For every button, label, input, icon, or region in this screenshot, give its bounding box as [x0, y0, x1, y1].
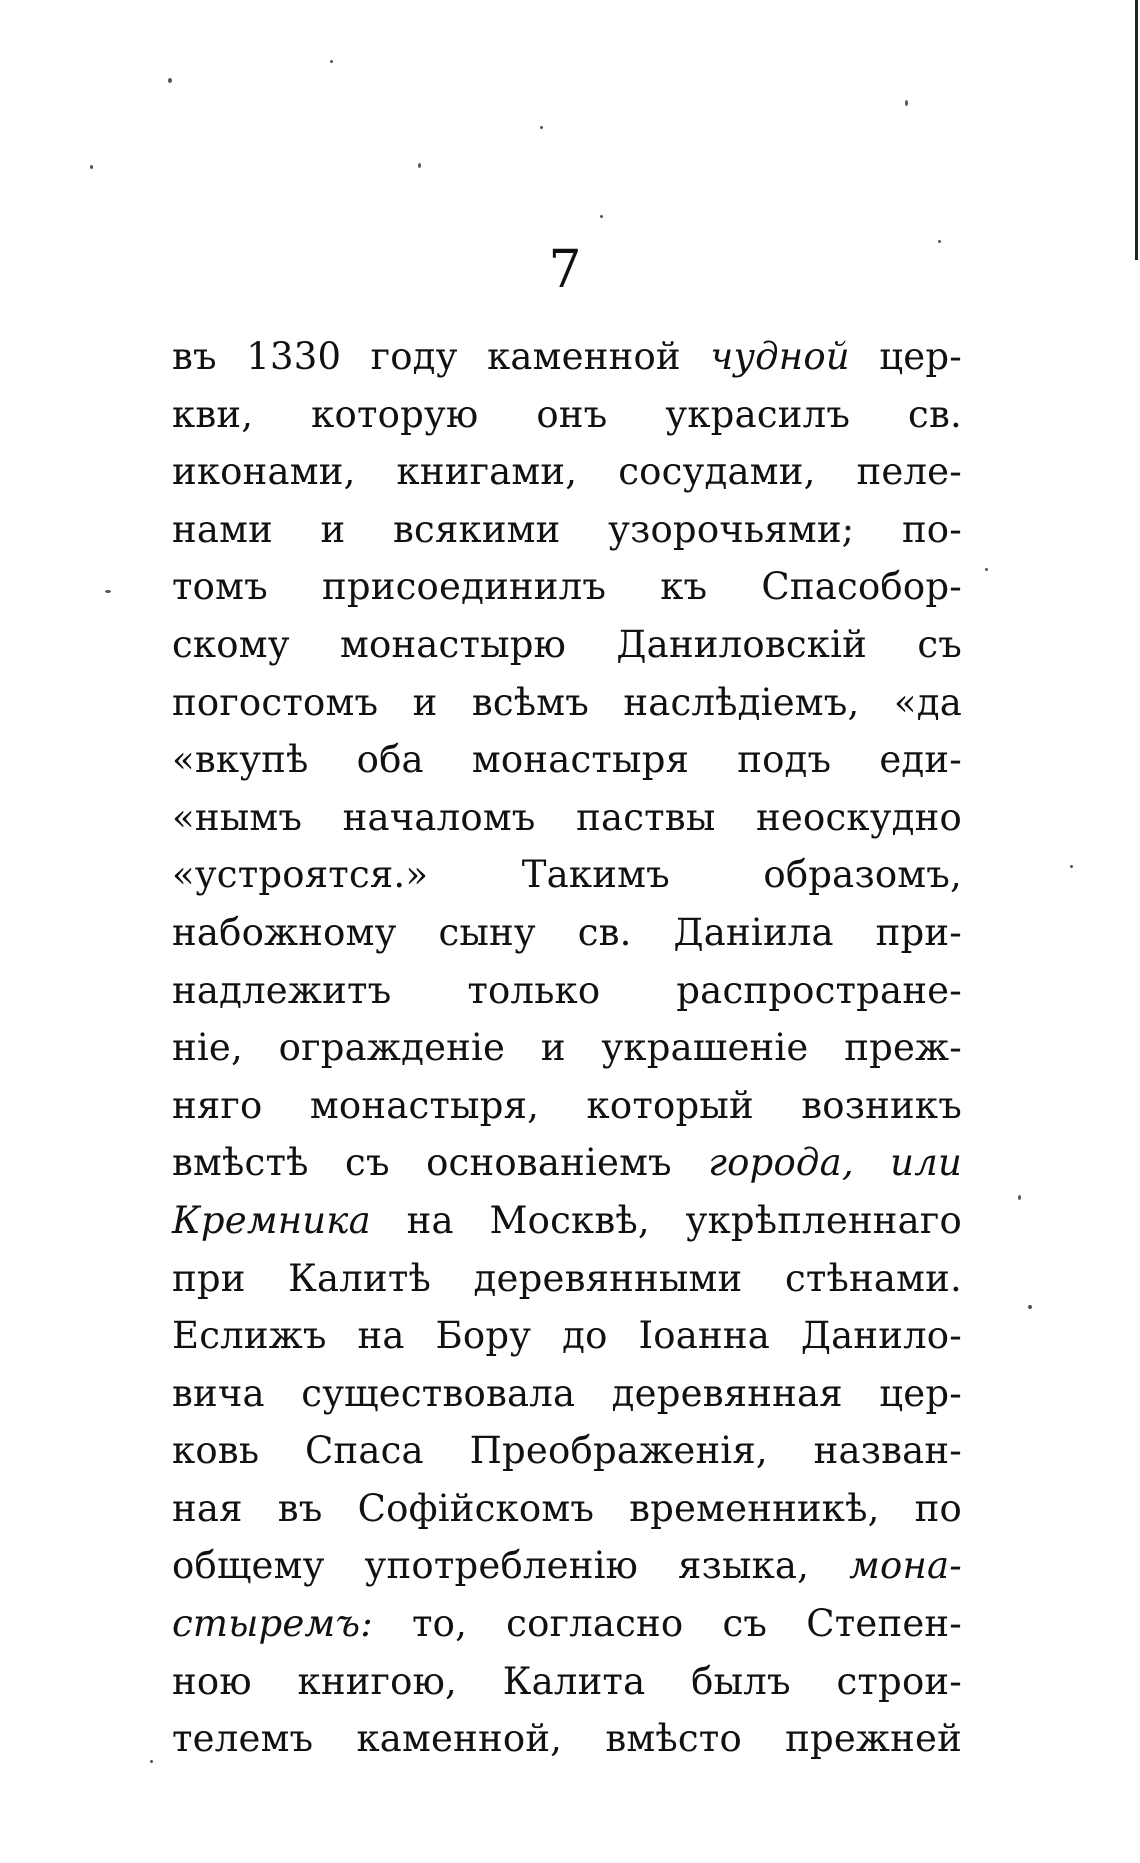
- word: согласно: [506, 1602, 684, 1646]
- word: св.: [577, 910, 632, 954]
- print-speck: [985, 568, 988, 571]
- word: распростране-: [676, 968, 962, 1012]
- word: книгою,: [297, 1659, 457, 1703]
- word: былъ: [691, 1659, 791, 1703]
- word: ною: [172, 1659, 252, 1703]
- word: деревянными: [473, 1256, 743, 1300]
- text-line: [172, 558, 962, 616]
- word: языка,: [678, 1544, 810, 1588]
- word: на: [357, 1314, 405, 1358]
- word: огражденіе: [278, 1026, 506, 1070]
- word: неоскудно: [756, 795, 962, 839]
- word: вича: [172, 1371, 265, 1415]
- print-speck: [1018, 1195, 1021, 1200]
- text-line: [172, 962, 962, 1020]
- italic-word: чудной: [710, 335, 850, 378]
- print-speck: [418, 163, 421, 168]
- word: образомъ,: [763, 853, 962, 897]
- text-line: [172, 789, 962, 847]
- word: общему: [172, 1544, 325, 1588]
- word: въ: [277, 1486, 323, 1530]
- text-line: [172, 731, 962, 789]
- word: прежней: [785, 1717, 962, 1761]
- text-line: [172, 1250, 962, 1308]
- word: каменной,: [356, 1717, 563, 1761]
- word: еди-: [879, 738, 962, 782]
- print-speck: [600, 215, 603, 218]
- word: цер-: [879, 335, 962, 378]
- word: присоединилъ: [321, 565, 607, 609]
- word: Преображенія,: [469, 1429, 768, 1473]
- print-speck: [150, 1760, 153, 1763]
- word: ная: [172, 1486, 243, 1530]
- print-speck: [1028, 1305, 1032, 1309]
- word: монастыря,: [309, 1083, 540, 1127]
- word: Софійскомъ: [357, 1486, 595, 1530]
- word: Такимъ: [521, 853, 670, 897]
- word: деревянная: [611, 1371, 843, 1415]
- word: употребленію: [364, 1544, 639, 1588]
- word: ніе,: [172, 1026, 243, 1070]
- italic-word: или: [890, 1141, 962, 1185]
- word: укрѣпленнаго: [685, 1198, 962, 1242]
- italic-word: мона-: [849, 1544, 962, 1588]
- word: 1330: [246, 335, 342, 378]
- word: Еслижъ: [172, 1314, 327, 1358]
- text-line: [172, 1134, 962, 1192]
- word: нами: [172, 507, 273, 551]
- word: вмѣсто: [605, 1717, 742, 1761]
- word: Спасобор-: [761, 565, 962, 609]
- text-line: [172, 501, 962, 559]
- word: иконами,: [172, 450, 356, 494]
- word: и: [540, 1026, 566, 1070]
- word: узорочьями;: [608, 507, 855, 551]
- word: оба: [356, 738, 424, 782]
- word: Москвѣ,: [489, 1198, 650, 1242]
- word: «устроятся.»: [172, 853, 429, 897]
- word: Спаса: [304, 1429, 424, 1473]
- word: и: [412, 680, 438, 724]
- word: по: [914, 1486, 962, 1530]
- word: который: [586, 1083, 754, 1127]
- word: до: [562, 1314, 608, 1358]
- word: на: [406, 1198, 454, 1242]
- text-line: [172, 1365, 962, 1423]
- word: къ: [660, 565, 708, 609]
- italic-word: стыремъ:: [172, 1602, 373, 1646]
- word: Калита: [502, 1659, 646, 1703]
- word: при: [172, 1256, 246, 1300]
- word: цер-: [879, 1371, 962, 1415]
- word: году: [370, 335, 458, 378]
- word: вмѣстѣ: [172, 1141, 309, 1185]
- word: которую: [311, 392, 479, 436]
- text-line: [172, 1480, 962, 1538]
- text-line: [172, 443, 962, 501]
- word: ковь: [172, 1429, 260, 1473]
- text-line: [172, 1422, 962, 1480]
- print-speck: [168, 78, 172, 83]
- word: Даніила: [673, 910, 834, 954]
- word: по-: [901, 507, 962, 551]
- text-line: [172, 328, 962, 386]
- text-line: [172, 1307, 962, 1365]
- word: преж-: [844, 1026, 962, 1070]
- word: набожному: [172, 910, 397, 954]
- text-line: [172, 1595, 962, 1653]
- word: Іоанна: [638, 1314, 770, 1358]
- word: назван-: [813, 1429, 962, 1473]
- word: св.: [908, 392, 962, 436]
- print-speck: [330, 60, 333, 63]
- word: подъ: [737, 738, 832, 782]
- text-line: [172, 1192, 962, 1250]
- word: то,: [412, 1602, 468, 1646]
- print-speck: [905, 100, 908, 106]
- word: Данило-: [800, 1314, 962, 1358]
- word: Бору: [435, 1314, 532, 1358]
- print-speck: [540, 126, 543, 129]
- word: съ: [345, 1141, 390, 1185]
- word: пеле-: [856, 450, 962, 494]
- word: паствы: [576, 795, 716, 839]
- word: украшеніе: [601, 1026, 809, 1070]
- text-line: [172, 1710, 962, 1768]
- word: основаніемъ: [426, 1141, 672, 1185]
- word: «вкупѣ: [172, 738, 309, 782]
- word: Калитѣ: [288, 1256, 431, 1300]
- text-line: [172, 1019, 962, 1077]
- word: съ: [917, 622, 962, 666]
- word: наслѣдіемъ,: [623, 680, 860, 724]
- italic-word: Кремника: [172, 1198, 371, 1242]
- word: томъ: [172, 565, 268, 609]
- word: монастыря: [471, 738, 690, 782]
- word: и: [320, 507, 346, 551]
- page-edge-line: [1135, 0, 1138, 260]
- word: сосудами,: [618, 450, 816, 494]
- page-number: 7: [548, 240, 582, 300]
- word: онъ: [536, 392, 608, 436]
- italic-word: города,: [708, 1141, 854, 1185]
- word: телемъ: [172, 1717, 314, 1761]
- text-line: [172, 386, 962, 444]
- word: началомъ: [342, 795, 536, 839]
- word: украсилъ: [665, 392, 851, 436]
- word: надлежитъ: [172, 968, 392, 1012]
- word: Степен-: [806, 1602, 962, 1646]
- word: монастырю: [339, 622, 567, 666]
- text-line: [172, 616, 962, 674]
- print-speck: [105, 590, 111, 593]
- text-line: [172, 1077, 962, 1135]
- word: каменной: [487, 335, 681, 378]
- text-line: [172, 846, 962, 904]
- word: временникѣ,: [629, 1486, 880, 1530]
- word: «да: [893, 680, 962, 724]
- print-speck: [90, 165, 93, 169]
- word: всякими: [393, 507, 561, 551]
- word: съ: [722, 1602, 768, 1646]
- text-line: [172, 904, 962, 962]
- word: погостомъ: [172, 680, 379, 724]
- word: стѣнами.: [784, 1256, 962, 1300]
- word: всѣмъ: [471, 680, 590, 724]
- word: «нымъ: [172, 795, 303, 839]
- word: существовала: [301, 1371, 576, 1415]
- body-text: [172, 328, 962, 1768]
- word: няго: [172, 1083, 263, 1127]
- text-line: [172, 674, 962, 732]
- word: въ: [172, 335, 217, 378]
- text-line: [172, 1653, 962, 1711]
- word: Даниловскій: [616, 622, 868, 666]
- word: книгами,: [396, 450, 578, 494]
- word: только: [467, 968, 601, 1012]
- word: скому: [172, 622, 290, 666]
- word: кви,: [172, 392, 254, 436]
- word: сыну: [438, 910, 536, 954]
- word: при-: [875, 910, 962, 954]
- print-speck: [1070, 865, 1073, 868]
- word: строи-: [836, 1659, 962, 1703]
- word: возникъ: [801, 1083, 962, 1127]
- text-line: [172, 1537, 962, 1595]
